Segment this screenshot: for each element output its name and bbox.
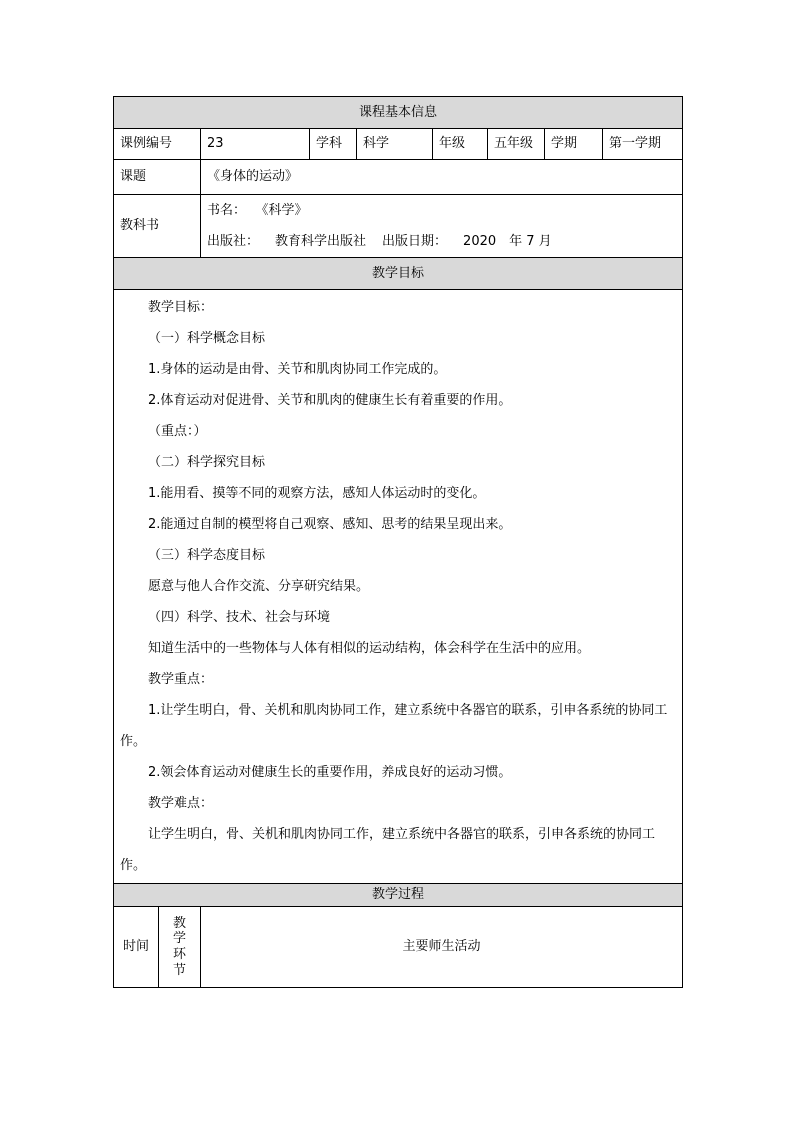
book-name-line xyxy=(207,195,676,226)
section-header-basic-info: 课程基本信息 xyxy=(114,97,683,129)
objective-line: 2.领会体育运动对健康生长的重要作用，养成良好的运动习惯。 xyxy=(148,765,512,780)
topic-label: 课题 xyxy=(114,160,201,195)
objective-line: （四）科学、技术、社会与环境 xyxy=(148,610,331,625)
pub-date-value: 2020 年 7 月 xyxy=(463,234,552,249)
objective-line: 知道生活中的一些物体与人体有相似的运动结构，体会科学在生活中的应用。 xyxy=(148,641,591,656)
objective-line: 1.让学生明白，骨、关机和肌肉协同工作，建立系统中各器官的联系，引申各系统的协同工作。 xyxy=(120,703,668,749)
grade-label: 年级 xyxy=(433,129,488,160)
objective-line: 2.能通过自制的模型将自己观察、感知、思考的结果呈现出来。 xyxy=(148,517,512,532)
stage-label xyxy=(159,907,201,988)
publisher-value: 教育科学出版社 xyxy=(275,234,367,249)
objective-line: 教学难点： xyxy=(148,796,214,811)
objectives-content xyxy=(114,290,683,884)
objective-line: 教学目标： xyxy=(148,300,214,315)
objective-line: （二）科学探究目标 xyxy=(148,455,266,470)
section-header-process: 教学过程 xyxy=(114,884,683,907)
topic-value: 《身体的运动》 xyxy=(201,160,683,195)
publisher-line xyxy=(207,226,676,257)
case-number-label: 课例编号 xyxy=(114,129,201,160)
stage-label-text: 教 学 环 节 xyxy=(172,915,186,978)
publisher-label: 出版社： xyxy=(207,234,260,249)
objective-line: 教学重点： xyxy=(148,672,214,687)
objective-line: 让学生明白，骨、关机和肌肉协同工作，建立系统中各器官的联系，引申各系统的协同工作。 xyxy=(120,827,656,873)
subject-value: 科学 xyxy=(357,129,433,160)
objective-line: 1.身体的运动是由骨、关节和肌肉协同工作完成的。 xyxy=(148,362,447,377)
objective-line: 愿意与他人合作交流、分享研究结果。 xyxy=(148,579,370,594)
activity-label: 主要师生活动 xyxy=(201,907,683,988)
objective-line: 1.能用看、摸等不同的观察方法，感知人体运动时的变化。 xyxy=(148,486,486,501)
textbook-info xyxy=(201,195,683,258)
textbook-label: 教科书 xyxy=(114,195,201,258)
book-name-value: 《科学》 xyxy=(262,203,308,218)
subject-label: 学科 xyxy=(310,129,357,160)
term-label: 学期 xyxy=(545,129,603,160)
lesson-plan-table xyxy=(113,96,683,988)
section-header-objectives: 教学目标 xyxy=(114,258,683,290)
objective-line: （一）科学概念目标 xyxy=(148,331,266,346)
objective-line: （重点：） xyxy=(148,424,207,439)
grade-value: 五年级 xyxy=(488,129,545,160)
objective-line: （三）科学态度目标 xyxy=(148,548,266,563)
term-value: 第一学期 xyxy=(603,129,683,160)
time-label: 时间 xyxy=(114,907,159,988)
book-name-label: 书名： xyxy=(207,203,247,218)
pub-date-label: 出版日期： xyxy=(382,234,448,249)
case-number-value: 23 xyxy=(201,129,310,160)
objective-line: 2.体育运动对促进骨、关节和肌肉的健康生长有着重要的作用。 xyxy=(148,393,512,408)
